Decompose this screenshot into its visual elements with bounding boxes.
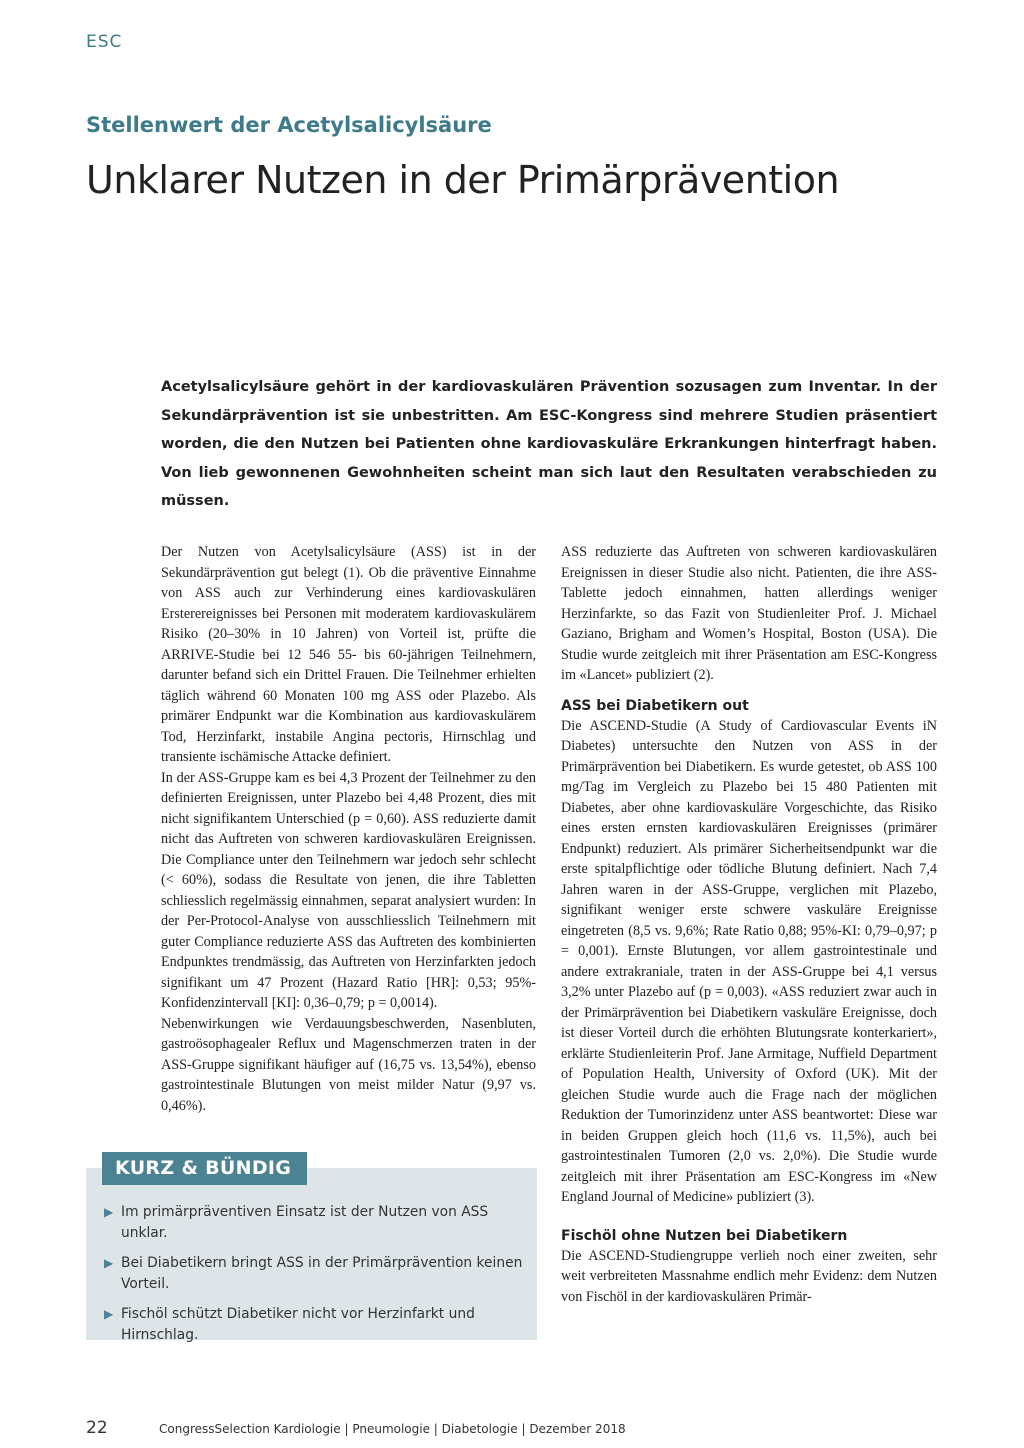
summary-item-text: Fischöl schützt Diabetiker nicht vor Herzinfarkt und Hirnschlag. bbox=[121, 1306, 475, 1343]
summary-item-text: Bei Diabetikern bringt ASS in der Primärprävention keinen Vorteil. bbox=[121, 1255, 523, 1292]
right-column bbox=[561, 542, 937, 1307]
subheading: ASS bei Diabetikern out bbox=[561, 697, 749, 714]
paragraph: Die ASCEND-Studie (A Study of Cardiovascular Events iN Diabetes) untersuchte den Nutzen von ASS in der Primärprävention bei Diabetikern. Es wurde getestet, ob ASS 100 mg/Tag im Vergleich zu Plazebo bei 15 480 Patienten mit Diabetes, aber ohne kardiovaskuläre Vorgeschichte, das Risiko eines ersten ernsten kardiovaskulären Ereignisses (primärer Endpunkt) reduziert. Als primärer Sicherheitsendpunkt war die erste spitalpflichtige oder tödliche Blutung definiert. Nach 7,4 Jahren waren in der ASS-Gruppe, verglichen mit Plazebo, signifikant weniger erste schwere vaskuläre Ereignisse eingetreten (8,5 vs. 9,6%; Rate Ratio 0,88; 95%-KI: 0,79–0,97; p = 0,001). Ernste Blutungen, vor allem gastrointestinale und andere extrakraniale, traten in der ASS-Gruppe bei 4,1 versus 3,2% unter Plazebo auf (p = 0,003). «ASS reduziert zwar auch in der Primärprävention bei Diabetikern vaskuläre Ereignisse, doch ist dieser Vorteil durch die erhöhten Blutungsrate konterkariert», erklärte Studienleiterin Prof. Jane Armitage, Nuffield Department of Population Health, University of Oxford (UK). Mit der gleichen Studie wurde auch die Frage nach der möglichen Reduktion der Tumorinzidenz unter ASS beantwortet: Diese war in beiden Gruppen gleich hoch (11,6 vs. 11,5%), auch bei gastrointestinalen Tumoren (2,0 vs. 2,0%). Die Studie wurde zeitgleich mit ihrer Präsentation am ESC-Kongress im «New England Journal of Medicine» publiziert (3). bbox=[561, 717, 937, 1205]
paragraph: Die ASCEND-Studiengruppe verlieh noch einer zweiten, sehr weit verbreiteten Massnahme endlich mehr Evidenz: dem Nutzen von Fischöl in der kardiovaskulären Primär- bbox=[561, 1247, 937, 1305]
article-kicker: Stellenwert der Acetylsalicylsäure bbox=[86, 113, 492, 137]
summary-list bbox=[104, 1202, 524, 1355]
page-number: 22 bbox=[86, 1418, 108, 1438]
article-title: Unklarer Nutzen in der Primärprävention bbox=[86, 158, 840, 202]
paragraph: Nebenwirkungen wie Verdauungsbeschwerden, Nasenbluten, gastroösophagealer Reflux und Magenschmerzen traten in der ASS-Gruppe signifikant häufiger auf (16,75 vs. 13,54%), ebenso gastrointestinale Blutungen von meist milder Natur (9,97 vs. 0,46%). bbox=[161, 1015, 536, 1114]
paragraph: Der Nutzen von Acetylsalicylsäure (ASS) ist in der Sekundärprävention gut belegt (1). Ob die präventive Einnahme von ASS auch zur Verhinderung eines kardiovaskulären Ersterereignisses bei Personen mit moderatem kardiovaskulärem Risiko (20–30% in 10 Jahren) von Vorteil ist, prüfte die ARRIVE-Studie bei 12 546 55- bis 60-jährigen Teilnehmern, darunter befand sich ein Drittel Frauen. Die Teilnehmer erhielten täglich während 60 Monaten 100 mg ASS oder Plazebo. Als primärer Endpunkt war die Kombination aus kardiovaskulärem Tod, Herzinfarkt, instabile Angina pectoris, Hirnschlag und transiente ischämische Attacke definiert. bbox=[161, 544, 536, 765]
triangle-right-icon: ▶ bbox=[104, 1205, 114, 1219]
paragraph: ASS reduzierte das Auftreten von schweren kardiovaskulären Ereignissen in dieser Studie also nicht. Patienten, die ihre ASS-Tablette jedoch einnahmen, hatten allerdings weniger Herzinfarkte, so das Fazit von Studienleiter Prof. J. Michael Gaziano, Brigham and Women’s Hospital, Boston (USA). Die Studie wurde zeitgleich mit ihrer Präsentation am ESC-Kongress im «Lancet» publiziert (2). bbox=[561, 544, 937, 683]
summary-box-title: KURZ & BÜNDIG bbox=[102, 1152, 307, 1185]
publication-info: CongressSelection Kardiologie | Pneumologie | Diabetologie | Dezember 2018 bbox=[159, 1422, 626, 1436]
summary-item bbox=[104, 1253, 524, 1295]
triangle-right-icon: ▶ bbox=[104, 1256, 114, 1270]
summary-item bbox=[104, 1202, 524, 1244]
left-column bbox=[161, 542, 536, 1116]
section-tag: ESC bbox=[86, 32, 123, 52]
summary-item-text: Im primärpräventiven Einsatz ist der Nutzen von ASS unklar. bbox=[121, 1204, 489, 1241]
paragraph: In der ASS-Gruppe kam es bei 4,3 Prozent der Teilnehmer zu den definierten Ereignissen, unter Plazebo bei 4,48 Prozent, dies mit nicht signifikantem Unterschied (p = 0,60). ASS reduzierte damit nicht das Auftreten von schweren kardiovaskulären Ereignissen. Die Compliance unter den Teilnehmern war jedoch sehr schlecht (< 60%), sodass die Resultate von jenen, die ihre Tabletten schliesslich regelmässig einnahmen, separat analysiert wurden: In der Per-Protocol-Analyse von ausschliesslich Teilnehmern mit guter Compliance reduzierte ASS das Auftreten des kombinierten Endpunktes trendmässig, das Auftreten von Herzinfarkten jedoch signifikant um 47 Prozent (Hazard Ratio [HR]: 0,53; 95%-Konfidenzintervall [KI]: 0,36–0,79; p = 0,0014). bbox=[161, 769, 536, 1011]
summary-item bbox=[104, 1304, 524, 1346]
subheading: Fischöl ohne Nutzen bei Diabetikern bbox=[561, 1227, 848, 1244]
triangle-right-icon: ▶ bbox=[104, 1307, 114, 1321]
article-lead: Acetylsalicylsäure gehört in der kardiovaskulären Prävention sozusagen zum Inventar. In der Sekundärprävention ist sie unbestritten. Am ESC-Kongress sind mehrere Studien präsentiert worden, die den Nutzen bei Patienten ohne kardiovaskuläre Erkrankungen hinterfragt haben. Von lieb gewonnenen Gewohnheiten scheint man sich laut den Resultaten verabschieden zu müssen. bbox=[161, 379, 937, 509]
